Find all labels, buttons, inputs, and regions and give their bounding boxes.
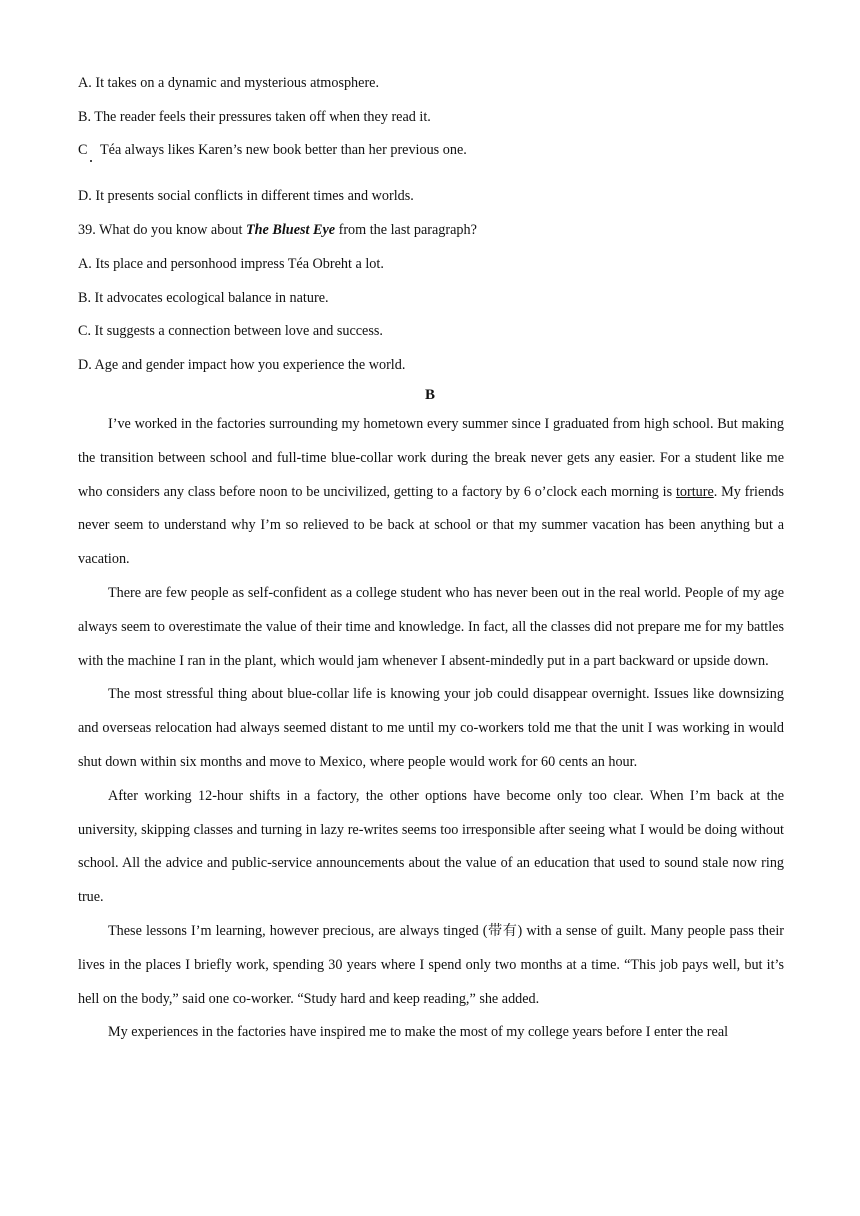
q38-option-c: [78, 141, 467, 159]
passage-paragraph-2: There are few people as self-confident as a college student who has never been out in the real world. People of my age always seem to overestimate the value of their time and knowledge. In fact, all the classes did not prepare me for my battles with the machine I ran in the plant, which would jam whenever I absent-mindedly put in a part backward or upside down.: [78, 584, 784, 669]
punctuation-dot: [90, 160, 92, 162]
q38-option-c-letter: C: [78, 141, 100, 159]
q38-option-c-text: Téa always likes Karen’s new book better than her previous one.: [100, 142, 467, 158]
q39-option-a: A. Its place and personhood impress Téa Obreht a lot.: [78, 256, 384, 272]
q39-option-c: C. It suggests a connection between love and success.: [78, 323, 383, 339]
q38-option-a: A. It takes on a dynamic and mysterious atmosphere.: [78, 75, 380, 91]
passage-paragraph-3: The most stressful thing about blue-collar life is knowing your job could disappear overnight. Issues like downsizing and overseas relocation had always seemed distant to me until my co-workers told me that the unit I was working in would shut down within six months and move to Mexico, where people would work for 60 cents an hour.: [78, 686, 784, 770]
section-heading: B: [424, 387, 435, 403]
q38-option-b: B. The reader feels their pressures taken off when they read it.: [78, 109, 431, 125]
underlined-word: torture: [675, 483, 714, 500]
q38-option-d: D. It presents social conflicts in different times and worlds.: [78, 188, 414, 204]
q39-stem: 39. What do you know about The Bluest Eye from the last paragraph?: [78, 222, 477, 238]
book-title: The Bluest Eye: [246, 222, 336, 238]
q39-option-b: B. It advocates ecological balance in nature.: [78, 290, 329, 306]
q39-option-d: D. Age and gender impact how you experience the world.: [78, 357, 406, 373]
reading-passage: [78, 408, 784, 1050]
passage-paragraph-4: After working 12-hour shifts in a factory, the other options have become only too clear. When I’m back at the university, skipping classes and turning in lazy re-writes seems too irresponsible after seeing what I would be doing without school. All the advice and public-service announcements about the value of an education that used to sound stale now ring true.: [78, 787, 784, 906]
passage-paragraph-6: My experiences in the factories have inspired me to make the most of my college years before I enter the real: [108, 1024, 729, 1041]
passage-paragraph-5: These lessons I’m learning, however precious, are always tinged (带有) with a sense of guilt. Many people pass their lives in the places I briefly work, spending 30 years where I spend only two months at a time. “This job pays well, but it’s hell on the body,” said one co-worker. “Study hard and keep reading,” she added.: [78, 922, 784, 1007]
passage-paragraph-1: I’ve worked in the factories surrounding my hometown every summer since I graduated from high school. But making the transition between school and full-time blue-collar work during the break never gets any easier. For a student like me who considers any class before noon to be uncivilized, getting to a factory by 6 o’clock each morning is torture. My friends never seem to understand why I’m so relieved to be back at school or that my summer vacation has been anything but a vacation.: [78, 416, 784, 568]
